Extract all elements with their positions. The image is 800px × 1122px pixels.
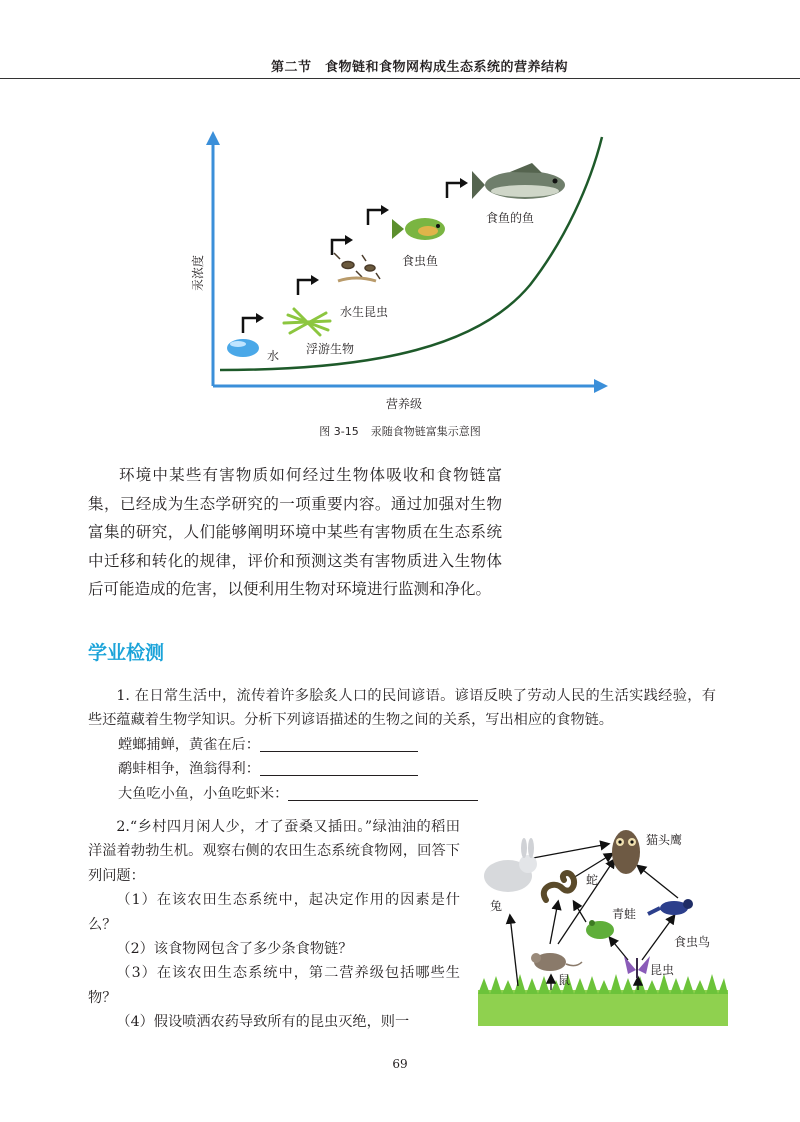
question-1-lead: 1. 在日常生活中，流传着许多脍炙人口的民间谚语。谚语反映了劳动人民的生活实践经验，有些还蕴藏着生物学知识。分析下列谚语描述的生物之间的关系，写出相应的食物链。	[88, 688, 716, 729]
label-rat: 鼠	[558, 973, 571, 987]
label-insect: 昆虫	[650, 963, 675, 977]
running-header	[0, 52, 800, 79]
label-frog: 青蛙	[612, 907, 637, 921]
farmland-food-web-figure	[478, 818, 728, 1028]
arrow-insect-frog	[610, 938, 628, 960]
proverb-1: 螳螂捕蝉，黄雀在后：	[118, 736, 260, 753]
step-arrow-3	[332, 240, 347, 255]
question-2-item-4: （4）假设喷洒农药导致所有的昆虫灭绝，则一	[116, 1014, 410, 1031]
proverb-line-3	[88, 782, 716, 806]
rabbit-icon	[484, 838, 537, 892]
page-number: 69	[392, 1057, 408, 1071]
label-rabbit: 兔	[490, 899, 503, 913]
question-2-item-2: （2）该食物网包含了多少条食物链？	[116, 941, 353, 958]
stage-label-plankton: 浮游生物	[306, 342, 355, 356]
label-insectivorous-bird: 食虫鸟	[674, 935, 711, 949]
insectivorous-fish-icon	[392, 218, 445, 240]
proverb-line-2	[88, 757, 716, 781]
proverb-line-1	[88, 733, 716, 757]
step-arrow-4	[368, 210, 383, 225]
arrow-grass-rabbit	[510, 916, 518, 986]
step-arrow-2	[298, 280, 313, 295]
body-paragraph	[88, 461, 502, 604]
water-icon	[227, 339, 259, 357]
aquatic-insect-icon	[334, 253, 380, 281]
step-arrow-1	[243, 318, 258, 333]
y-axis-arrow	[206, 131, 220, 145]
stage-label-water: 水	[267, 349, 280, 363]
answer-blank-3[interactable]	[288, 784, 478, 801]
section-title: 学业检测	[88, 642, 165, 664]
owl-icon	[612, 830, 640, 874]
question-2-lead: 2.“乡村四月闲人少，才了蚕桑又插田。”绿油油的稻田洋溢着勃勃生机。观察右侧的农田生态系统食物网，回答下列问题：	[88, 819, 460, 884]
arrow-rabbit-owl	[533, 844, 608, 858]
figure-caption	[0, 423, 800, 439]
figure-caption-text: 汞随食物链富集示意图	[370, 425, 481, 438]
arrow-rat-snake	[550, 902, 558, 944]
answer-blank-1[interactable]	[260, 735, 418, 752]
arrow-bird-owl	[638, 866, 678, 898]
insectivorous-bird-icon	[648, 899, 693, 915]
question-2-item-1: （1）在该农田生态系统中，起决定作用的因素是什么？	[88, 892, 460, 933]
plankton-icon	[284, 309, 330, 335]
frog-icon	[586, 920, 614, 939]
snake-icon	[544, 873, 574, 900]
stage-label-aquatic-insect: 水生昆虫	[340, 305, 389, 319]
piscivorous-fish-icon	[472, 163, 565, 199]
paragraph-text: 环境中某些有害物质如何经过生物体吸收和食物链富集，已经成为生态学研究的一项重要内容。通过加强对生物富集的研究，人们能够阐明环境中某些有害物质在生态系统中迁移和转化的规律，评价和预测这类有害物质进入生物体后可能造成的危害，以便利用生物对环境进行监测和净化。	[88, 466, 502, 599]
question-1	[88, 684, 716, 806]
figure-number: 图 3-15	[319, 425, 359, 438]
step-arrow-5	[447, 183, 462, 198]
mercury-biomagnification-figure	[180, 125, 620, 415]
y-axis-label: 汞浓度	[191, 254, 205, 292]
question-2	[88, 815, 460, 1035]
proverb-2: 鹬蚌相争，渔翁得利：	[118, 761, 260, 778]
answer-blank-2[interactable]	[260, 759, 418, 776]
stage-label-piscivorous-fish: 食鱼的鱼	[486, 211, 535, 225]
stage-label-insectivorous-fish: 食虫鱼	[402, 254, 439, 268]
arrow-insect-bird	[642, 916, 674, 960]
proverb-3: 大鱼吃小鱼，小鱼吃虾米：	[118, 785, 289, 802]
question-2-item-3: （3）在该农田生态系统中，第二营养级包括哪些生物？	[88, 965, 460, 1006]
label-owl: 猫头鹰	[646, 833, 683, 847]
rat-icon	[531, 953, 582, 971]
x-axis-arrow	[594, 379, 608, 393]
header-title: 第二节 食物链和食物网构成生态系统的营养结构	[270, 60, 568, 75]
x-axis-label: 营养级	[385, 397, 423, 411]
grass-icon	[478, 974, 728, 1026]
label-snake: 蛇	[586, 873, 599, 887]
